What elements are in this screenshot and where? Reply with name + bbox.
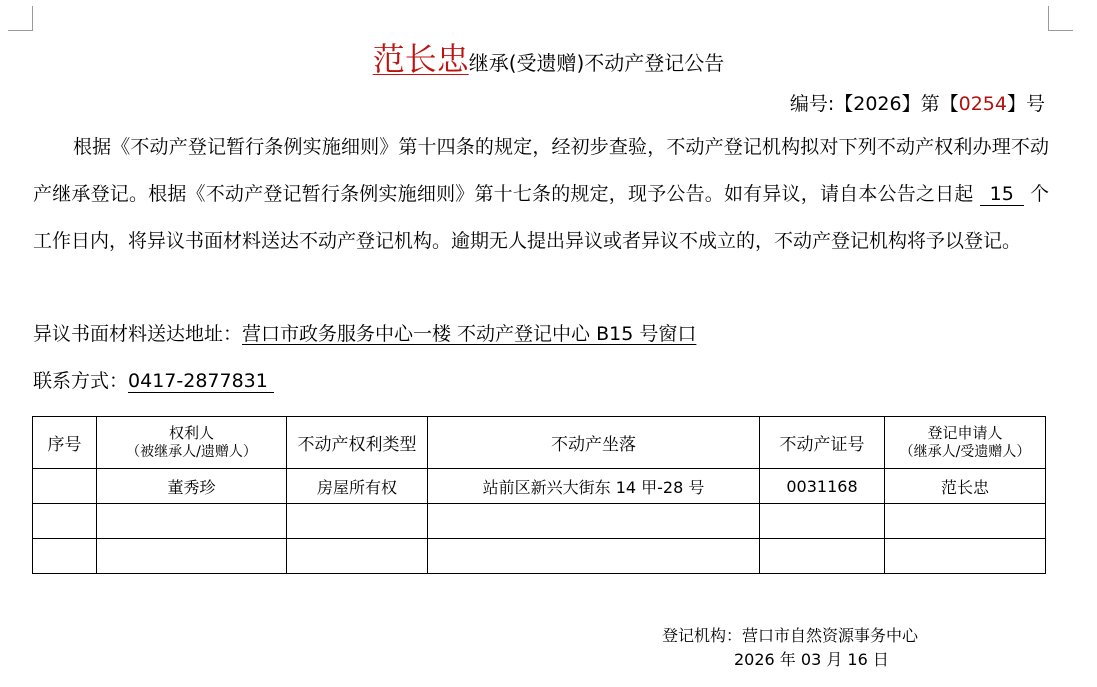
cell-holder xyxy=(97,504,287,539)
page-corner-mark-top-right xyxy=(1048,6,1073,31)
doc-number-middle: 】第【 xyxy=(901,93,959,115)
notice-body-part1: 根据《不动产登记暂行条例实施细则》第十四条的规定，经初步查验，不动产登记机构拟对下列不动产权利办理不动产继承登记。根据《不动产登记暂行条例实施细则》第十七条的规定，现予公告。如有异议，请自本公告之日起 xyxy=(33,136,1049,205)
header-holder-sub: （被继承人/遗赠人） xyxy=(126,444,257,460)
header-applicant-main: 登记申请人 xyxy=(927,424,1003,442)
notice-date: 2026 年 03 月 16 日 xyxy=(734,650,889,669)
cell-holder: 董秀珍 xyxy=(97,469,287,504)
address-value: 营口市政务服务中心一楼 不动产登记中心 B15 号窗口 xyxy=(242,323,697,345)
header-seq: 序号 xyxy=(33,417,97,469)
cell-holder xyxy=(97,539,287,574)
notice-body-part2: 个工作日内，将异议书面材料送达不动产登记机构。逾期无人提出异议或者异议不成立的，不动产登记机构将予以登记。 xyxy=(33,183,1049,252)
notice-body xyxy=(33,124,1049,265)
page-corner-mark-top-left xyxy=(8,6,33,31)
cell-location: 站前区新兴大街东 14 甲-28 号 xyxy=(428,469,760,504)
contact-phone: 0417-2877831 xyxy=(128,370,274,393)
header-holder-main: 权利人 xyxy=(168,424,214,442)
notice-title xyxy=(0,34,1097,80)
registration-agency: 登记机构：营口市自然资源事务中心 xyxy=(662,626,919,645)
cell-right-type xyxy=(287,539,428,574)
header-location: 不动产坐落 xyxy=(428,417,760,469)
objection-days: 15 xyxy=(980,183,1024,206)
header-applicant xyxy=(885,417,1046,469)
cell-seq xyxy=(33,539,97,574)
table-row xyxy=(33,469,1046,504)
objection-address-line xyxy=(33,319,696,346)
contact-line xyxy=(33,366,274,393)
header-right-type: 不动产权利类型 xyxy=(287,417,428,469)
cell-applicant: 范长忠 xyxy=(885,469,1046,504)
cell-applicant xyxy=(885,504,1046,539)
header-applicant-sub: （继承人/受遗赠人） xyxy=(899,444,1031,460)
doc-number-suffix: 】号 xyxy=(1006,93,1045,115)
contact-label: 联系方式： xyxy=(33,370,129,392)
doc-number-prefix: 编号:【 xyxy=(789,93,854,115)
title-text: 继承(受遗赠)不动产登记公告 xyxy=(468,51,725,75)
cell-location xyxy=(428,539,760,574)
cell-cert-no: 0031168 xyxy=(760,469,885,504)
cell-right-type: 房屋所有权 xyxy=(287,469,428,504)
address-label: 异议书面材料送达地址： xyxy=(33,323,243,345)
cell-location xyxy=(428,504,760,539)
header-cert-no: 不动产证号 xyxy=(760,417,885,469)
cell-right-type xyxy=(287,504,428,539)
cell-seq xyxy=(33,504,97,539)
table-row xyxy=(33,539,1046,574)
cell-cert-no xyxy=(760,504,885,539)
cell-cert-no xyxy=(760,539,885,574)
cell-applicant xyxy=(885,539,1046,574)
doc-number-year: 2026 xyxy=(853,93,902,115)
title-person-name: 范长忠 xyxy=(372,40,469,78)
registration-table xyxy=(32,416,1046,574)
table-header-row xyxy=(33,417,1046,469)
cell-seq xyxy=(33,469,97,504)
doc-number-serial: 0254 xyxy=(958,93,1007,115)
table-row xyxy=(33,504,1046,539)
document-number xyxy=(790,89,1045,116)
header-holder xyxy=(97,417,287,469)
